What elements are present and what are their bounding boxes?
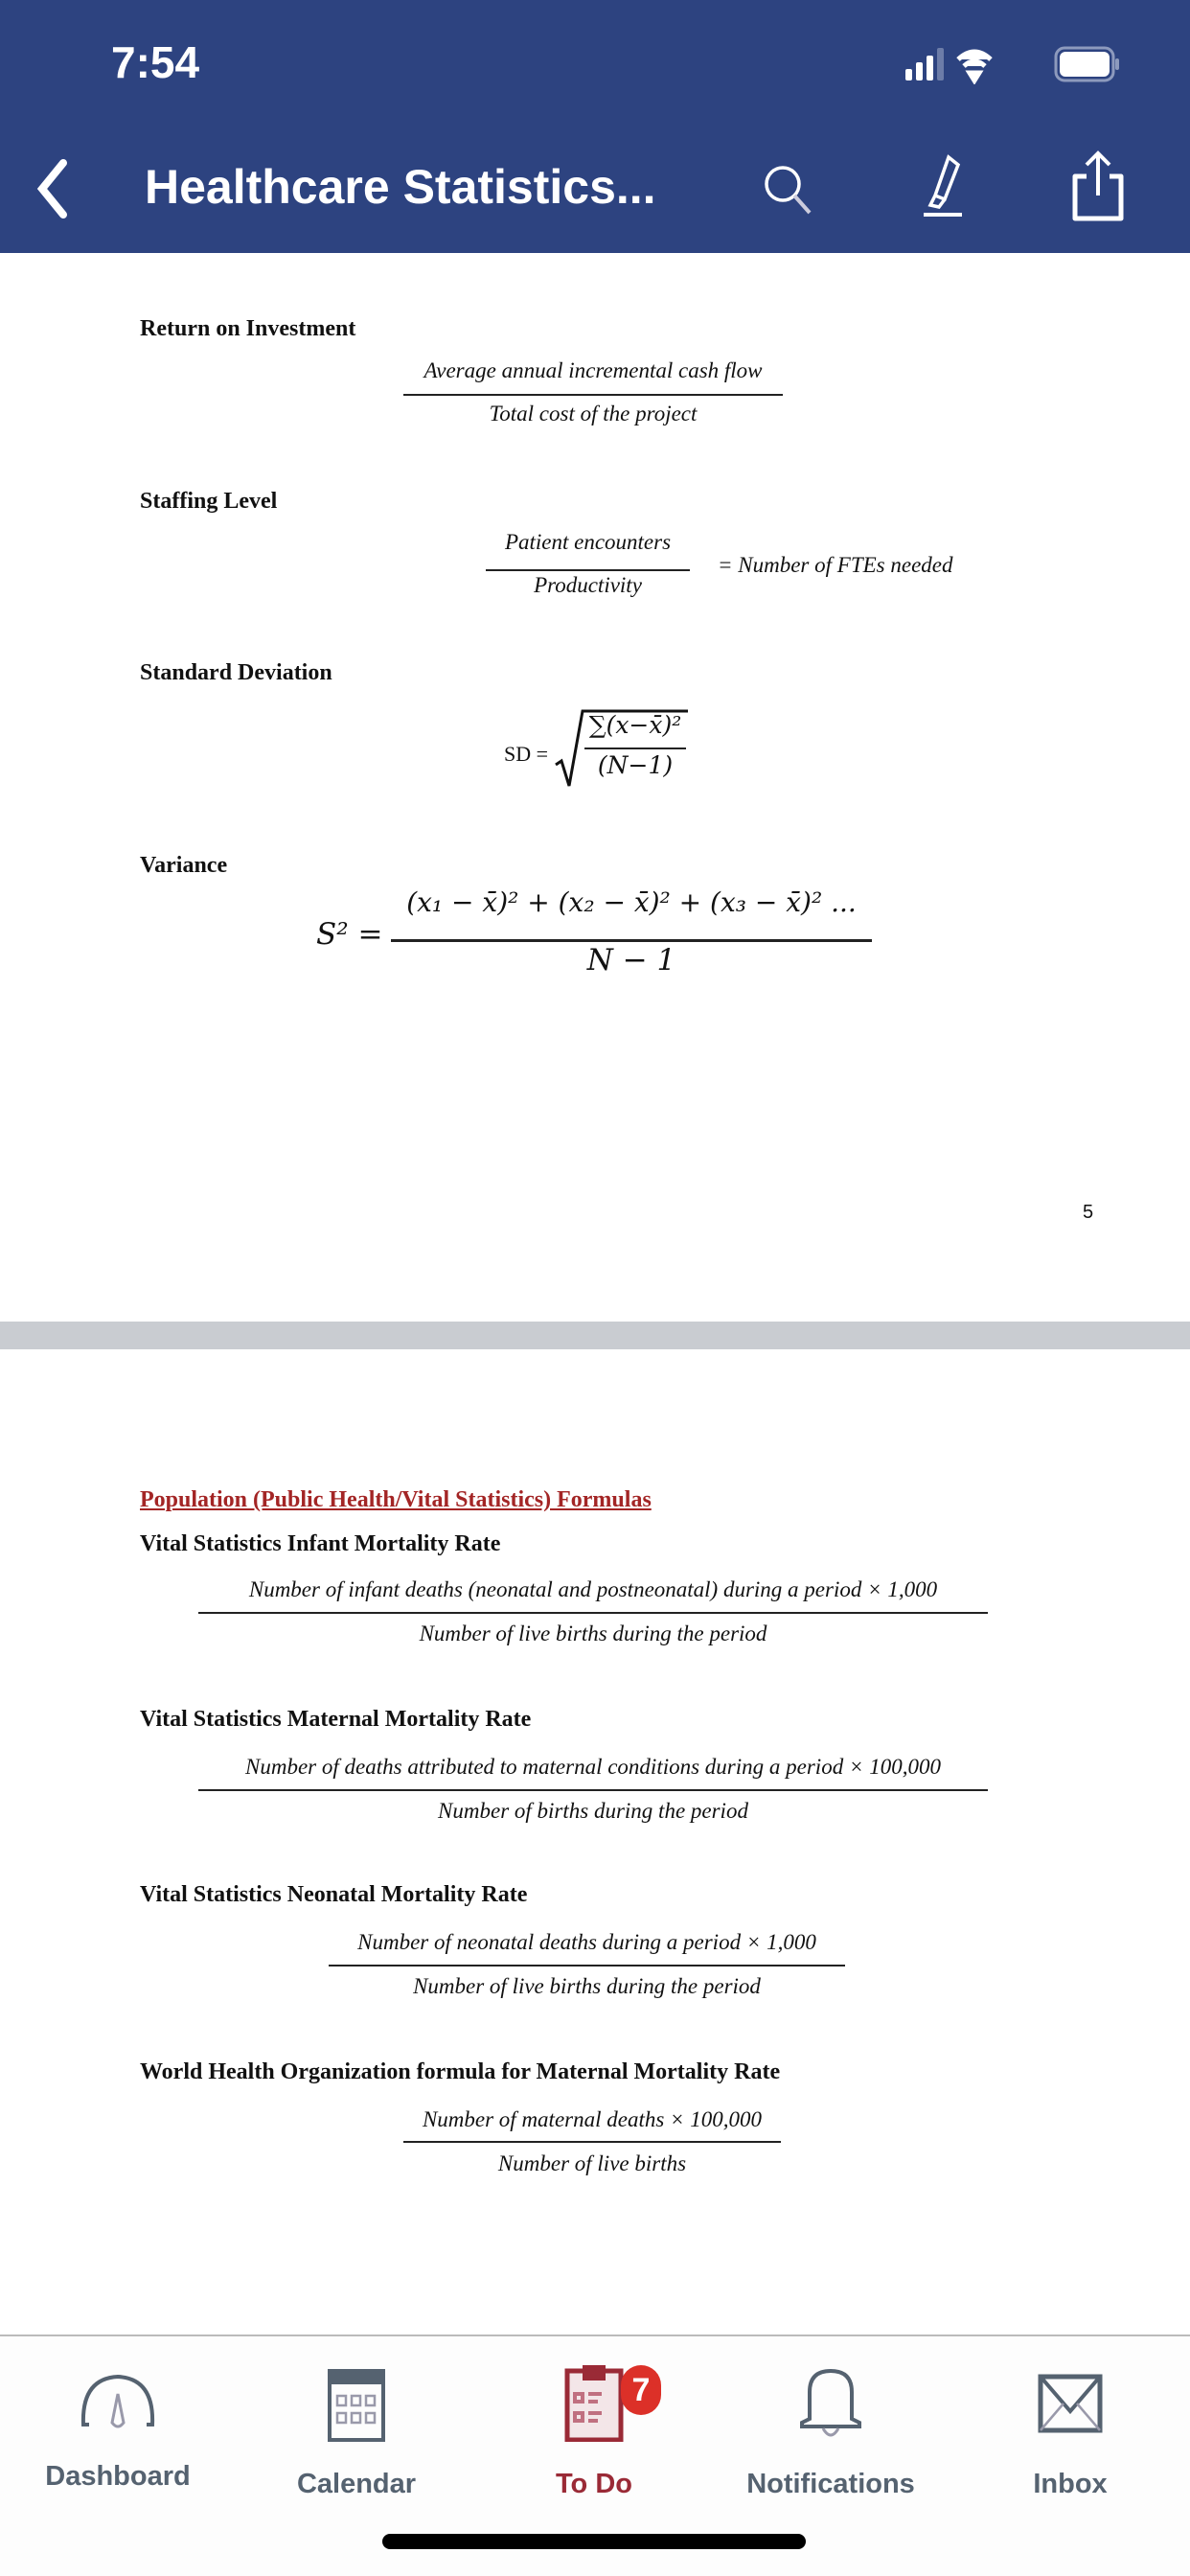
page-number: 5 [1083,1202,1094,1223]
roi-denominator: Total cost of the project [489,402,698,426]
variance-denominator: N − 1 [586,943,676,978]
variance-label: Variance [140,853,228,878]
share-icon[interactable] [1069,150,1127,224]
fraction-line [403,394,783,396]
sd-lhs: SD = [504,742,549,766]
document-title: Healthcare Statistics... [145,160,656,214]
tab-todo[interactable] [479,2365,709,2500]
infant-numerator: Number of infant deaths (neonatal and postneonatal) during a period × 1,000 [248,1577,938,1601]
tab-calendar[interactable] [241,2365,471,2500]
tab-label: Dashboard [45,2461,191,2492]
todo-badge: 7 [621,2365,661,2415]
staffing-numerator: Patient encounters [504,530,672,554]
fraction-line [486,569,690,571]
neonatal-label: Vital Statistics Neonatal Mortality Rate [140,1882,528,1907]
infant-denominator: Number of live births during the period [419,1622,767,1645]
bell-icon [796,2365,865,2442]
status-time: 7:54 [111,37,200,87]
tab-label: To Do [556,2469,632,2499]
sd-numerator: ∑(x−x̄)² [588,711,682,739]
fraction-line [403,2141,781,2143]
search-icon[interactable] [762,163,819,217]
clipboard-checklist-icon [563,2365,625,2442]
fraction-line [198,1612,988,1614]
maternal-denominator: Number of births during the period [438,1799,748,1823]
variance-numerator: (x₁ − x̄)² + (x₂ − x̄)² + (x₃ − x̄)² ... [406,886,857,918]
envelope-icon [1037,2365,1104,2442]
status-icons [905,46,1030,84]
back-chevron-icon[interactable] [34,159,73,218]
roi-label: Return on Investment [140,316,356,341]
variance-lhs: S² = [316,917,383,952]
who-denominator: Number of live births [497,2151,687,2175]
home-indicator[interactable] [382,2534,806,2549]
neonatal-denominator: Number of live births during the period [413,1974,761,1998]
neonatal-numerator: Number of neonatal deaths during a period × 1,000 [357,1930,816,1954]
highlighter-icon[interactable] [920,153,968,220]
calendar-icon [326,2365,387,2442]
tab-dashboard[interactable] [3,2365,233,2493]
tab-inbox[interactable] [955,2365,1185,2500]
tab-label: Inbox [1033,2469,1108,2499]
sd-label: Standard Deviation [140,660,332,685]
tab-label: Notifications [746,2469,915,2499]
section-heading: Population (Public Health/Vital Statistics) Formulas [140,1487,652,1512]
maternal-label: Vital Statistics Maternal Mortality Rate [140,1707,532,1732]
navigation-header [0,0,1190,253]
staffing-denominator: Productivity [534,573,642,597]
staffing-label: Staffing Level [140,489,278,514]
infant-label: Vital Statistics Infant Mortality Rate [140,1531,501,1556]
who-label: World Health Organization formula for Maternal Mortality Rate [140,2059,781,2084]
fraction-line [329,1965,845,1966]
staffing-result: = Number of FTEs needed [718,553,953,577]
roi-numerator: Average annual incremental cash flow [423,358,763,382]
fraction-line [198,1789,988,1791]
page-separator [0,1322,1190,1349]
battery-icon [1054,46,1121,84]
dashboard-gauge-icon [80,2365,156,2434]
fraction-line [584,748,686,749]
fraction-line [391,939,872,942]
tab-label: Calendar [296,2469,417,2499]
maternal-numerator: Number of deaths attributed to maternal conditions during a period × 100,000 [245,1755,941,1779]
tab-notifications[interactable] [716,2365,946,2500]
sd-denominator: (N−1) [597,751,674,779]
who-numerator: Number of maternal deaths × 100,000 [422,2107,763,2131]
